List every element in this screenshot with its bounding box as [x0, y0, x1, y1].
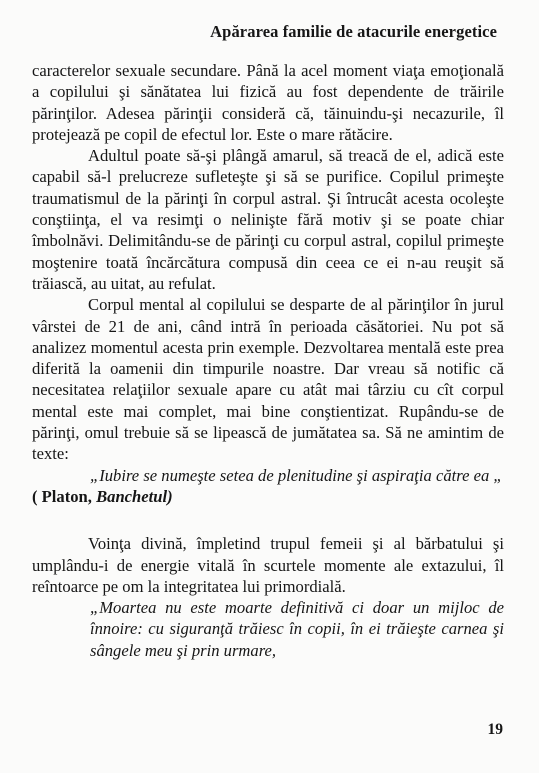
- quote-plato: „Iubire se numeşte setea de plenitudine şi aspiraţia către ea „: [90, 465, 503, 485]
- paragraph-divine-will: Voinţa divină, împletind trupul femeii şi al bărbatului şi umplându-i de energie vitală în scurtele momente ale extazului, îl reîntoarce pe om la integritatea lui primordială.: [32, 534, 504, 596]
- paragraph-astral-body: Adultul poate să-şi plângă amarul, să treacă de el, adică este capabil să-l prelucreze sufleteşte şi să se purifice. Copilul primeşte traumatismul de la părinţi în corpul astral. Şi întrucât acesta ocoleşte conştiinţa, el va resimţi o nelinişte fără motiv şi se poate chiar îmbolnăvi. Delimitându-se de părinţi cu corpul astral, copilul primeşte moştenire toată încărcătura compusă din ceea ce ei n-au reuşit să trăiască, au uitat, au refulat.: [32, 146, 504, 293]
- quote-attribution: [32, 486, 504, 507]
- paragraph-continued: caracterelor sexuale secundare. Până la acel moment viaţa emoţională a copilului şi sănătatea lui fizică au fost dependente de trăirile părinţilor. Adesea părinţii consideră că, tăinuindu-şi necazurile, îl protejează pe copil de efectul lor. Este o mare rătăcire.: [32, 61, 504, 144]
- attribution-work: Banchetul): [96, 486, 173, 506]
- spacer: [32, 507, 504, 533]
- running-header: Apărarea familie de atacurile energetice: [210, 22, 497, 41]
- quote-death: „Moartea nu este moarte definitivă ci doar un mijloc de înnoire: cu siguranţă trăiesc în copii, în ei trăieşte carnea şi sângele meu şi prin urmare,: [90, 598, 504, 660]
- page-number: 19: [487, 721, 503, 738]
- attribution-author: ( Platon,: [32, 486, 97, 506]
- page-body: [32, 60, 504, 661]
- paragraph-mental-body: Corpul mental al copilului se desparte de al părinţilor în jurul vârstei de 21 de ani, când intră în perioada căsătoriei. Nu pot să analizez momentul acesta prin exemple. Dezvoltarea mentală este prea diferită la oamenii din timpurile noastre. Dar vreau să notific că necesitatea relaţiilor sexuale apare cu atât mai târziu cu cît corpul mental este mai complet, mai bine conştientizat. Rupându-se de părinţi, omul trebuie să se lipească de jumătatea sa. Să ne amintim de texte:: [32, 295, 504, 464]
